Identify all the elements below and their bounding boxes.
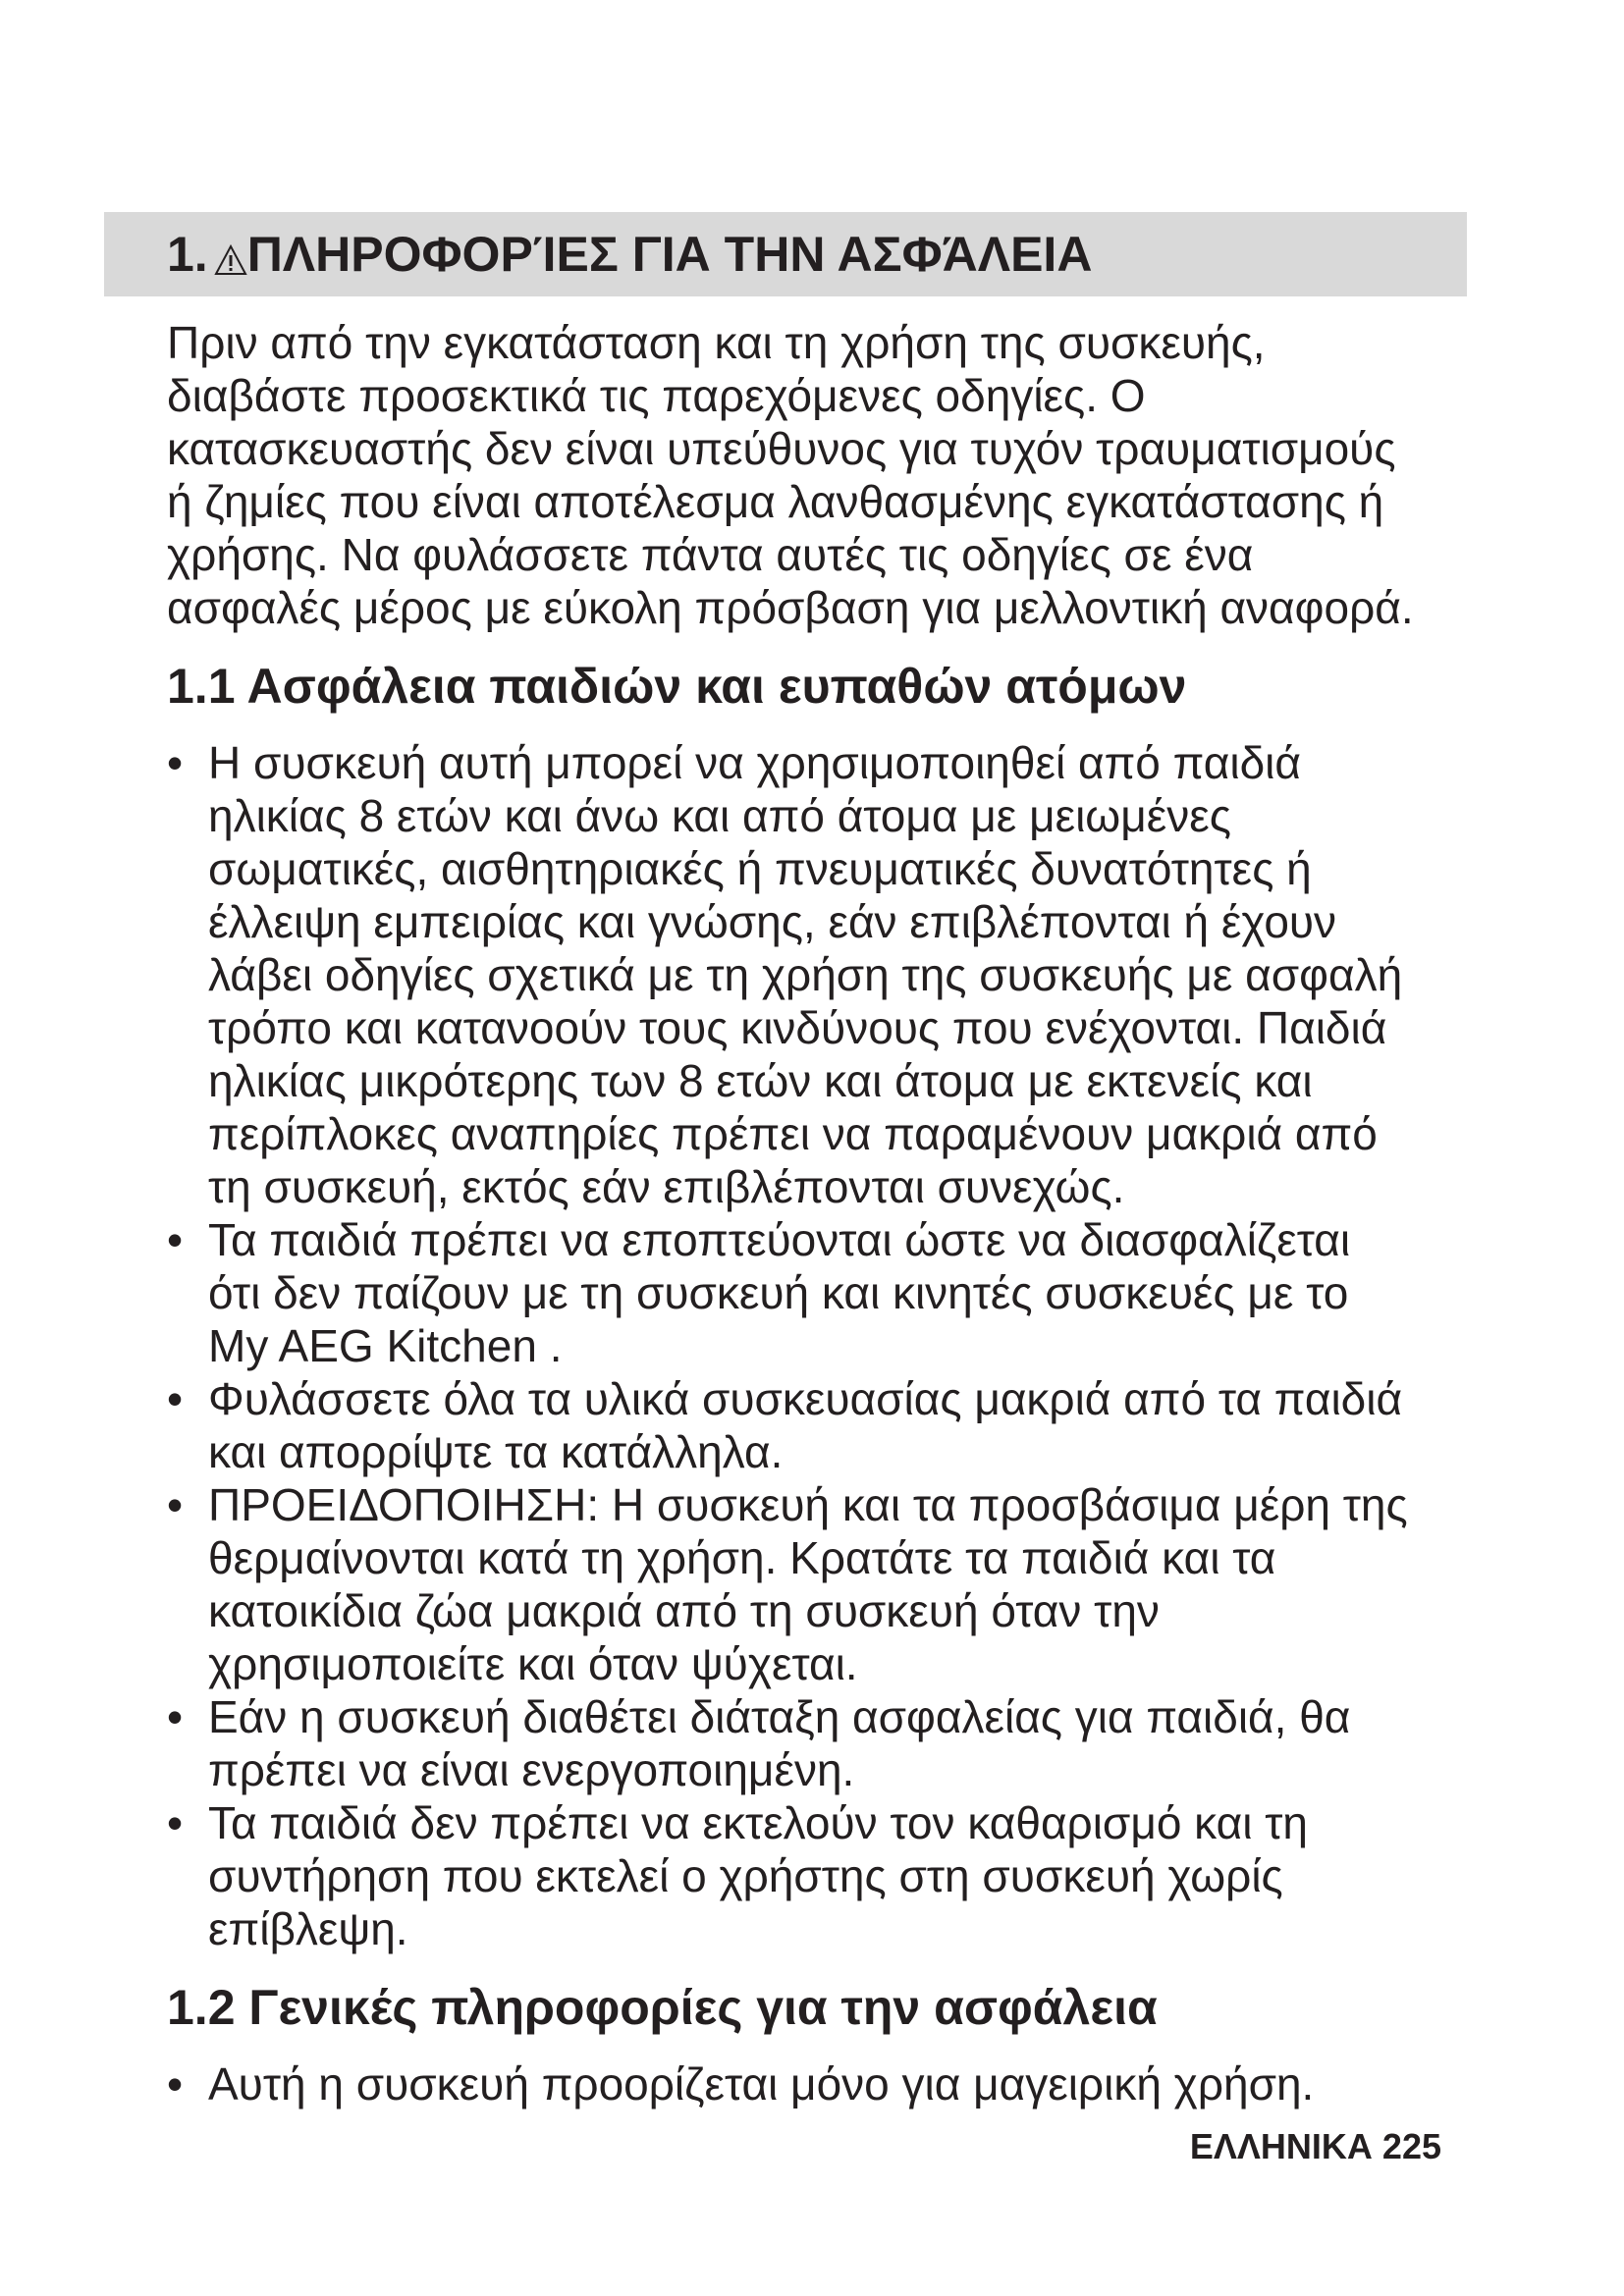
bullet-icon: • — [167, 1214, 184, 1265]
list-item-line: επίβλεψη. — [208, 1903, 408, 1954]
child-safety-list — [167, 736, 1473, 1955]
section-number: 1. — [167, 227, 208, 282]
list-item-line: συντήρηση που εκτελεί ο χρήστης στη συσκευή χωρίς — [208, 1850, 1283, 1901]
list-item-line: Αυτή η συσκευή προορίζεται μόνο για μαγειρική χρήση. — [208, 2058, 1315, 2109]
intro-paragraph — [167, 316, 1473, 634]
list-item-line: έλλειψη εμπειρίας και γνώσης, εάν επιβλέπονται ή έχουν — [208, 896, 1337, 947]
list-item — [167, 2057, 1473, 2110]
list-item-line: τη συσκευή, εκτός εάν επιβλέπονται συνεχώς. — [208, 1161, 1125, 1212]
list-item-line: ηλικίας μικρότερης των 8 ετών και άτομα με εκτενείς και — [208, 1055, 1313, 1106]
list-item-line: ότι δεν παίζουν με τη συσκευή και κινητές συσκευές με το — [208, 1267, 1349, 1318]
list-item-line: τρόπο και κατανοούν τους κινδύνους που ενέχονται. Παιδιά — [208, 1002, 1387, 1053]
list-item-line: ηλικίας 8 ετών και άνω και από άτομα με μειωμένες — [208, 790, 1231, 841]
list-item-line: θερμαίνονται κατά τη χρήση. Κρατάτε τα παιδιά και τα — [208, 1532, 1276, 1583]
intro-line: χρήσης. Να φυλάσσετε πάντα αυτές τις οδηγίες σε ένα — [167, 529, 1254, 580]
list-item — [167, 1478, 1473, 1690]
list-item-line: Τα παιδιά δεν πρέπει να εκτελούν τον καθαρισμό και τη — [208, 1797, 1308, 1848]
intro-line: ή ζημίες που είναι αποτέλεσμα λανθασμένης εγκατάστασης ή — [167, 476, 1384, 527]
intro-line: ασφαλές μέρος με εύκολη πρόσβαση για μελλοντική αναφορά. — [167, 582, 1414, 633]
intro-line: διαβάστε προσεκτικά τις παρεχόμενες οδηγίες. Ο — [167, 370, 1146, 421]
list-item-line: χρησιμοποιείτε και όταν ψύχεται. — [208, 1638, 858, 1689]
list-item-line: και απορρίψτε τα κατάλληλα. — [208, 1426, 784, 1477]
list-item-line: πρέπει να είναι ενεργοποιημένη. — [208, 1744, 855, 1795]
list-item-line: Εάν η συσκευή διαθέτει διάταξη ασφαλείας για παιδιά, θα — [208, 1691, 1351, 1742]
bullet-icon: • — [167, 737, 184, 788]
section-title-text: ΠΛΗΡΟΦΟΡΊΕΣ ΓΙΑ ΤΗΝ ΑΣΦΆΛΕΙΑ — [246, 227, 1093, 282]
bullet-icon: • — [167, 1797, 184, 1848]
list-item-line: Τα παιδιά πρέπει να εποπτεύονται ώστε να διασφαλίζεται — [208, 1214, 1351, 1265]
list-item — [167, 736, 1473, 1213]
intro-line: κατασκευαστής δεν είναι υπεύθυνος για τυχόν τραυματισμούς — [167, 423, 1396, 474]
warning-triangle-icon — [214, 228, 247, 293]
subsection-heading-general-safety: 1.2 Γενικές πληροφορίες για την ασφάλεια — [167, 1980, 1158, 2035]
list-item-line: My AEG Kitchen . — [208, 1320, 563, 1371]
list-item-line: σωματικές, αισθητηριακές ή πνευματικές δυνατότητες ή — [208, 843, 1312, 894]
list-item-line: Φυλάσσετε όλα τα υλικά συσκευασίας μακριά από τα παιδιά — [208, 1373, 1403, 1424]
list-item — [167, 1690, 1473, 1796]
document-body — [167, 316, 1473, 2110]
list-item — [167, 1796, 1473, 1955]
page-number: 225 — [1381, 2126, 1441, 2166]
list-item-line: λάβει οδηγίες σχετικά με τη χρήση της συσκευής με ασφαλή — [208, 949, 1403, 1000]
general-safety-list — [167, 2057, 1473, 2110]
page-footer — [1190, 2126, 1441, 2167]
list-item-line: Η συσκευή αυτή μπορεί να χρησιμοποιηθεί από παιδιά — [208, 737, 1301, 788]
section-title — [167, 222, 1092, 293]
list-item-line: περίπλοκες αναπηρίες πρέπει να παραμένουν μακριά από — [208, 1108, 1378, 1159]
bullet-icon: • — [167, 1691, 184, 1742]
list-item — [167, 1213, 1473, 1372]
subsection-heading-child-safety: 1.1 Ασφάλεια παιδιών και ευπαθών ατόμων — [167, 659, 1187, 714]
list-item — [167, 1372, 1473, 1478]
footer-language: ΕΛΛΗΝΙΚΑ — [1189, 2126, 1373, 2166]
list-item-line: κατοικίδια ζώα μακριά από τη συσκευή όταν την — [208, 1585, 1160, 1636]
bullet-icon: • — [167, 1479, 184, 1530]
bullet-icon: • — [167, 2058, 184, 2109]
list-item-line: ΠΡΟΕΙΔΟΠΟΙΗΣΗ: Η συσκευή και τα προσβάσιμα μέρη της — [208, 1479, 1408, 1530]
intro-line: Πριν από την εγκατάσταση και τη χρήση της συσκευής, — [167, 317, 1266, 368]
bullet-icon: • — [167, 1373, 184, 1424]
